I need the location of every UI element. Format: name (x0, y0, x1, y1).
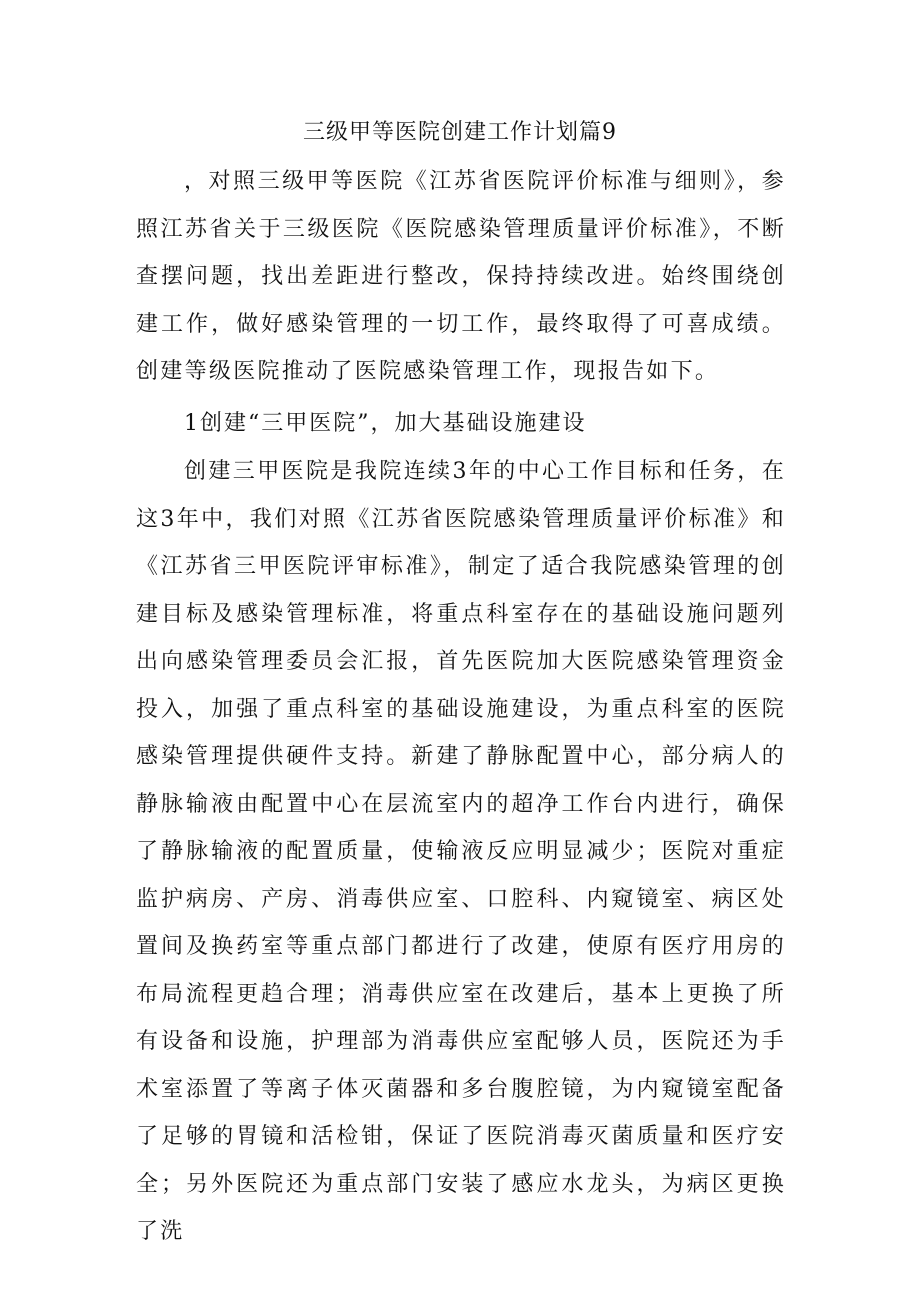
section-heading: 1创建“三甲医院”，加大基础设施建设 (184, 411, 587, 436)
document-title: 三级甲等医院创建工作计划篇9 (303, 120, 617, 145)
intro-paragraph: ，对照三级甲等医院《江苏省医院评价标准与细则》，参照江苏省关于三级医院《医院感染管理质量评价标准》，不断查摆问题，找出差距进行整改，保持持续改进。始终围绕创建工作，做好感染管理的一切工作，最终取得了可喜成绩。创建等级医院推动了医院感染管理工作，现报告如下。 (136, 169, 786, 384)
body-paragraph: 创建三甲医院是我院连续3年的中心工作目标和任务，在这3年中，我们对照《江苏省医院感染管理质量评价标准》和《江苏省三甲医院评审标准》，制定了适合我院感染管理的创建目标及感染管理标准，将重点科室存在的基础设施问题列出向感染管理委员会汇报，首先医院加大医院感染管理资金投入，加强了重点科室的基础设施建设，为重点科室的医院感染管理提供硬件支持。新建了静脉配置中心，部分病人的静脉输液由配置中心在层流室内的超净工作台内进行，确保了静脉输液的配置质量，使输液反应明显减少；医院对重症监护病房、产房、消毒供应室、口腔科、内窥镜室、病区处置间及换药室等重点部门都进行了改建，使原有医疗用房的布局流程更趋合理；消毒供应室在改建后，基本上更换了所有设备和设施，护理部为消毒供应室配够人员，医院还为手术室添置了等离子体灭菌器和多台腹腔镜，为内窥镜室配备了足够的胃镜和活检钳，保证了医院消毒灭菌质量和医疗安全；另外医院还为重点部门安装了感应水龙头，为病区更换了洗 (136, 459, 786, 1244)
